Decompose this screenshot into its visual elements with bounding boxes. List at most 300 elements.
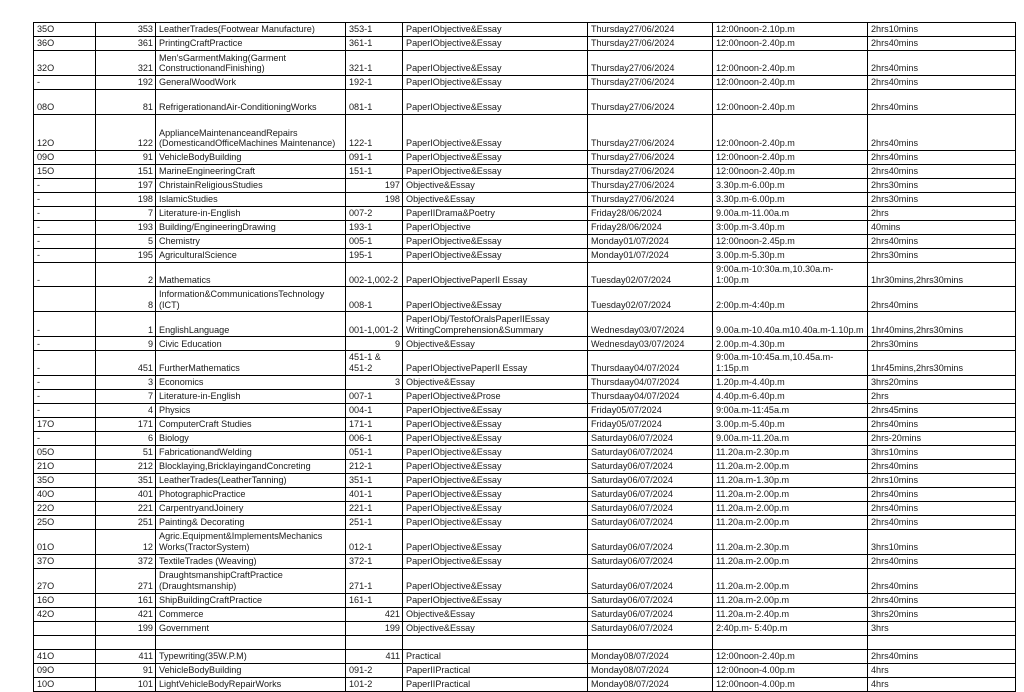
table-row[interactable] [34, 235, 1016, 249]
table-row[interactable] [34, 207, 1016, 221]
cell-date: Saturday06/07/2024 [588, 593, 713, 607]
cell-subject: Literature-in-English [156, 389, 346, 403]
cell-subject: FurtherMathematics [156, 351, 346, 375]
cell-duration: 2hrs40mins [868, 76, 1016, 90]
cell-duration: 2hrs10mins [868, 23, 1016, 37]
cell-subject-code: 321 [96, 51, 156, 76]
table-row[interactable] [34, 487, 1016, 501]
cell-duration: 2hrs40mins [868, 235, 1016, 249]
cell-paper-type: PaperIObjectivePaperII Essay [403, 263, 588, 287]
cell-paper-code: 161-1 [346, 593, 403, 607]
cell-paper-code: 199 [346, 621, 403, 635]
cell-subject-code: 91 [96, 151, 156, 165]
cell-subject: Mathematics [156, 263, 346, 287]
cell-subject-code: 195 [96, 249, 156, 263]
table-row[interactable] [34, 165, 1016, 179]
cell-subject-code: 8 [96, 287, 156, 312]
cell-centre-code [34, 621, 96, 635]
cell-paper-code: 451-1 & 451-2 [346, 351, 403, 375]
cell-time: 2:40p.m- 5:40p.m [713, 621, 868, 635]
cell-subject-code: 51 [96, 445, 156, 459]
cell-paper-type [403, 635, 588, 649]
cell-paper-type: PaperIObjective&Essay [403, 515, 588, 529]
cell-duration: 2hrs30mins [868, 179, 1016, 193]
table-row[interactable] [34, 193, 1016, 207]
cell-time: 2.00p.m-4.30p.m [713, 337, 868, 351]
cell-subject: Building/EngineeringDrawing [156, 221, 346, 235]
cell-subject-code: 221 [96, 501, 156, 515]
table-row[interactable] [34, 76, 1016, 90]
cell-duration: 2hrs40mins [868, 515, 1016, 529]
table-row[interactable] [34, 417, 1016, 431]
cell-paper-code: 192-1 [346, 76, 403, 90]
table-row[interactable] [34, 23, 1016, 37]
table-row[interactable] [34, 287, 1016, 312]
cell-paper-type: PaperIObjective&Essay [403, 165, 588, 179]
cell-paper-type: Objective&Essay [403, 621, 588, 635]
cell-time: 11.20a.m-1.30p.m [713, 473, 868, 487]
cell-duration: 2hrs40mins [868, 115, 1016, 151]
cell-paper-type: PaperIIPractical [403, 663, 588, 677]
cell-subject: LeatherTrades(Footwear Manufacture) [156, 23, 346, 37]
table-row[interactable] [34, 151, 1016, 165]
cell-date: Saturday06/07/2024 [588, 445, 713, 459]
cell-duration: 3hrs20mins [868, 607, 1016, 621]
cell-subject: GeneralWoodWork [156, 76, 346, 90]
cell-time [713, 635, 868, 649]
cell-duration: 3hrs10mins [868, 529, 1016, 554]
cell-duration: 2hrs40mins [868, 287, 1016, 312]
cell-centre-code: 37O [34, 554, 96, 568]
cell-date: Wednesday03/07/2024 [588, 312, 713, 337]
cell-date: Thursday27/06/2024 [588, 165, 713, 179]
cell-centre-code: - [34, 207, 96, 221]
cell-time: 12:00noon-2.40p.m [713, 90, 868, 115]
cell-paper-code: 101-2 [346, 677, 403, 691]
cell-date: Monday01/07/2024 [588, 235, 713, 249]
cell-paper-code: 321-1 [346, 51, 403, 76]
cell-subject: DraughtsmanshipCraftPractice (Draughtsmanship) [156, 568, 346, 593]
cell-subject: AgriculturalScience [156, 249, 346, 263]
cell-time: 3.00p.m-5.40p.m [713, 417, 868, 431]
cell-date: Monday08/07/2024 [588, 677, 713, 691]
cell-date: Monday08/07/2024 [588, 649, 713, 663]
cell-date: Thursday27/06/2024 [588, 151, 713, 165]
cell-time: 11.20a.m-2.00p.m [713, 501, 868, 515]
cell-date: Thursdaay04/07/2024 [588, 375, 713, 389]
table-row[interactable] [34, 515, 1016, 529]
table-row[interactable] [34, 663, 1016, 677]
cell-centre-code: 12O [34, 115, 96, 151]
table-row[interactable] [34, 351, 1016, 375]
cell-paper-type: PaperIObjective&Essay [403, 249, 588, 263]
cell-duration: 2hrs30mins [868, 193, 1016, 207]
cell-duration: 2hrs30mins [868, 249, 1016, 263]
cell-subject-code: 91 [96, 663, 156, 677]
table-row[interactable] [34, 375, 1016, 389]
cell-paper-code [346, 635, 403, 649]
cell-subject-code: 421 [96, 607, 156, 621]
cell-subject: ShipBuildingCraftPractice [156, 593, 346, 607]
cell-centre-code: - [34, 235, 96, 249]
table-row[interactable] [34, 529, 1016, 554]
cell-time: 3:00p.m-3.40p.m [713, 221, 868, 235]
cell-subject: PrintingCraftPractice [156, 37, 346, 51]
table-row[interactable] [34, 445, 1016, 459]
cell-time: 12:00noon-2.10p.m [713, 23, 868, 37]
cell-paper-type: PaperIObjective&Essay [403, 115, 588, 151]
cell-date: Thursday27/06/2024 [588, 179, 713, 193]
cell-duration: 2hrs40mins [868, 487, 1016, 501]
cell-date: Friday28/06/2024 [588, 207, 713, 221]
table-row[interactable] [34, 179, 1016, 193]
cell-subject: Commerce [156, 607, 346, 621]
cell-paper-code: 9 [346, 337, 403, 351]
cell-paper-type: Objective&Essay [403, 375, 588, 389]
cell-date: Saturday06/07/2024 [588, 621, 713, 635]
cell-centre-code: 08O [34, 90, 96, 115]
cell-paper-type: PaperIObjective&Essay [403, 487, 588, 501]
cell-paper-code: 361-1 [346, 37, 403, 51]
cell-subject: VehicleBodyBuilding [156, 151, 346, 165]
cell-duration: 2hrs10mins [868, 473, 1016, 487]
cell-subject: VehicleBodyBuilding [156, 663, 346, 677]
cell-duration: 2hrs40mins [868, 649, 1016, 663]
cell-paper-type: PaperIObjective&Essay [403, 151, 588, 165]
cell-paper-code: 091-2 [346, 663, 403, 677]
cell-duration: 2hrs40mins [868, 417, 1016, 431]
table-row[interactable] [34, 593, 1016, 607]
cell-centre-code: - [34, 193, 96, 207]
cell-paper-code: 151-1 [346, 165, 403, 179]
cell-centre-code [34, 635, 96, 649]
cell-paper-type: PaperIObjective&Essay [403, 593, 588, 607]
cell-paper-type: PaperIObjective&Essay [403, 473, 588, 487]
cell-paper-type: Objective&Essay [403, 607, 588, 621]
cell-duration: 2hrs40mins [868, 151, 1016, 165]
cell-date: Thursdaay04/07/2024 [588, 389, 713, 403]
cell-date: Monday08/07/2024 [588, 663, 713, 677]
cell-date: Friday28/06/2024 [588, 221, 713, 235]
cell-subject-code: 411 [96, 649, 156, 663]
cell-subject: LeatherTrades(LeatherTanning) [156, 473, 346, 487]
cell-paper-type: Objective&Essay [403, 179, 588, 193]
cell-subject: RefrigerationandAir-ConditioningWorks [156, 90, 346, 115]
cell-time: 11.20a.m-2.40p.m [713, 607, 868, 621]
cell-subject: EnglishLanguage [156, 312, 346, 337]
cell-date: Wednesday03/07/2024 [588, 337, 713, 351]
cell-subject-code: 7 [96, 207, 156, 221]
table-row[interactable] [34, 403, 1016, 417]
cell-subject: ComputerCraft Studies [156, 417, 346, 431]
cell-time: 11.20a.m-2.00p.m [713, 554, 868, 568]
cell-subject-code: 122 [96, 115, 156, 151]
cell-centre-code: 35O [34, 23, 96, 37]
table-row[interactable] [34, 263, 1016, 287]
cell-date: Thursday27/06/2024 [588, 37, 713, 51]
cell-duration: 2hrs45mins [868, 403, 1016, 417]
table-row[interactable] [34, 635, 1016, 649]
cell-time: 3.30p.m-6.00p.m [713, 193, 868, 207]
cell-time: 2:00p.m-4:40p.m [713, 287, 868, 312]
cell-paper-type: PaperIIDrama&Poetry [403, 207, 588, 221]
cell-centre-code: - [34, 179, 96, 193]
cell-paper-code: 195-1 [346, 249, 403, 263]
cell-duration: 1hr45mins,2hrs30mins [868, 351, 1016, 375]
table-row[interactable] [34, 221, 1016, 235]
cell-centre-code: - [34, 351, 96, 375]
cell-subject-code: 7 [96, 389, 156, 403]
cell-time: 11.20a.m-2.30p.m [713, 529, 868, 554]
cell-paper-code: 002-1,002-2 [346, 263, 403, 287]
cell-paper-code: 212-1 [346, 459, 403, 473]
cell-time: 12:00noon-2.40p.m [713, 165, 868, 179]
cell-time: 12:00noon-2.40p.m [713, 115, 868, 151]
table-row[interactable] [34, 389, 1016, 403]
cell-subject: Blocklaying,BricklayingandConcreting [156, 459, 346, 473]
cell-paper-code: 122-1 [346, 115, 403, 151]
table-row[interactable] [34, 649, 1016, 663]
cell-time: 11.20a.m-2.00p.m [713, 568, 868, 593]
cell-time: 12:00noon-2.40p.m [713, 37, 868, 51]
cell-centre-code: 17O [34, 417, 96, 431]
cell-subject: PhotographicPractice [156, 487, 346, 501]
cell-time: 12:00noon-2.40p.m [713, 649, 868, 663]
cell-paper-code: 193-1 [346, 221, 403, 235]
cell-duration: 2hrs40mins [868, 459, 1016, 473]
cell-paper-type: PaperIObjective&Essay [403, 90, 588, 115]
cell-date: Saturday06/07/2024 [588, 554, 713, 568]
cell-time: 9:00a.m-10:30a.m,10.30a.m-1:00p.m [713, 263, 868, 287]
cell-subject-code: 271 [96, 568, 156, 593]
cell-duration: 2hrs40mins [868, 554, 1016, 568]
cell-paper-code: 197 [346, 179, 403, 193]
table-row[interactable] [34, 554, 1016, 568]
cell-centre-code: - [34, 312, 96, 337]
cell-paper-type: PaperIObjective [403, 221, 588, 235]
cell-time: 9:00a.m-10:45a.m,10.45a.m-1:15p.m [713, 351, 868, 375]
cell-duration: 2hrs40mins [868, 568, 1016, 593]
cell-paper-type: PaperIObjective&Essay [403, 287, 588, 312]
cell-paper-type: PaperIObjective&Essay [403, 37, 588, 51]
cell-paper-type: PaperIObjective&Essay [403, 235, 588, 249]
table-row[interactable] [34, 501, 1016, 515]
cell-duration: 2hrs [868, 207, 1016, 221]
cell-subject [156, 635, 346, 649]
cell-subject-code: 1 [96, 312, 156, 337]
table-row[interactable] [34, 459, 1016, 473]
cell-paper-code: 198 [346, 193, 403, 207]
cell-centre-code: - [34, 76, 96, 90]
cell-paper-code: 051-1 [346, 445, 403, 459]
table-row[interactable] [34, 607, 1016, 621]
cell-centre-code: - [34, 375, 96, 389]
cell-subject: Chemistry [156, 235, 346, 249]
table-row[interactable] [34, 249, 1016, 263]
cell-duration: 1hr30mins,2hrs30mins [868, 263, 1016, 287]
cell-subject: FabricationandWelding [156, 445, 346, 459]
cell-paper-code: 006-1 [346, 431, 403, 445]
cell-date: Thursday27/06/2024 [588, 90, 713, 115]
table-row[interactable] [34, 115, 1016, 151]
cell-duration: 2hrs40mins [868, 90, 1016, 115]
cell-time: 1.20p.m-4.40p.m [713, 375, 868, 389]
cell-subject-code: 193 [96, 221, 156, 235]
cell-date: Thursday27/06/2024 [588, 23, 713, 37]
cell-paper-type: PaperIObjective&Essay [403, 51, 588, 76]
cell-date: Thursday27/06/2024 [588, 76, 713, 90]
cell-paper-type: PaperIObj/TestofOralsPaperIIEssay WritingComprehension&Summary [403, 312, 588, 337]
cell-centre-code: 35O [34, 473, 96, 487]
cell-date: Saturday06/07/2024 [588, 459, 713, 473]
cell-subject-code: 2 [96, 263, 156, 287]
cell-subject: Men'sGarmentMaking(Garment ConstructionandFinishing) [156, 51, 346, 76]
table-row[interactable] [34, 677, 1016, 691]
cell-subject-code: 197 [96, 179, 156, 193]
cell-paper-code: 007-2 [346, 207, 403, 221]
cell-paper-code: 353-1 [346, 23, 403, 37]
cell-subject-code: 161 [96, 593, 156, 607]
cell-centre-code [34, 287, 96, 312]
cell-subject-code: 372 [96, 554, 156, 568]
cell-centre-code: 40O [34, 487, 96, 501]
table-row[interactable] [34, 90, 1016, 115]
cell-subject-code: 401 [96, 487, 156, 501]
cell-centre-code: 42O [34, 607, 96, 621]
cell-time: 12:00noon-2.45p.m [713, 235, 868, 249]
cell-date: Thursday27/06/2024 [588, 193, 713, 207]
cell-centre-code: - [34, 389, 96, 403]
cell-subject-code: 4 [96, 403, 156, 417]
cell-centre-code: - [34, 249, 96, 263]
cell-centre-code: 25O [34, 515, 96, 529]
cell-paper-type: PaperIIPractical [403, 677, 588, 691]
cell-paper-type: PaperIObjective&Essay [403, 501, 588, 515]
table-row[interactable] [34, 621, 1016, 635]
table-row[interactable] [34, 37, 1016, 51]
cell-centre-code: 41O [34, 649, 96, 663]
table-row[interactable] [34, 312, 1016, 337]
cell-duration: 3hrs10mins [868, 445, 1016, 459]
table-row[interactable] [34, 337, 1016, 351]
cell-subject-code: 12 [96, 529, 156, 554]
cell-paper-code: 091-1 [346, 151, 403, 165]
cell-paper-type: PaperIObjective&Essay [403, 554, 588, 568]
cell-time: 11.20a.m-2.00p.m [713, 515, 868, 529]
table-row[interactable] [34, 431, 1016, 445]
cell-duration: 2hrs-20mins [868, 431, 1016, 445]
cell-subject-code: 351 [96, 473, 156, 487]
cell-date: Thursdaay04/07/2024 [588, 351, 713, 375]
cell-subject: MarineEngineeringCraft [156, 165, 346, 179]
cell-duration: 3hrs20mins [868, 375, 1016, 389]
cell-centre-code: 15O [34, 165, 96, 179]
timetable-body [34, 23, 1016, 692]
cell-date: Tuesday02/07/2024 [588, 263, 713, 287]
cell-paper-type: PaperIObjective&Essay [403, 445, 588, 459]
cell-duration: 4hrs [868, 663, 1016, 677]
cell-time: 12:00noon-2.40p.m [713, 151, 868, 165]
cell-subject-code: 171 [96, 417, 156, 431]
cell-date: Saturday06/07/2024 [588, 568, 713, 593]
cell-subject-code: 198 [96, 193, 156, 207]
cell-subject-code: 101 [96, 677, 156, 691]
cell-subject: Agric.Equipment&ImplementsMechanics Works(TractorSystem) [156, 529, 346, 554]
cell-date: Saturday06/07/2024 [588, 515, 713, 529]
cell-paper-type: PaperIObjective&Essay [403, 76, 588, 90]
cell-duration: 2hrs40mins [868, 165, 1016, 179]
cell-centre-code: 36O [34, 37, 96, 51]
cell-date: Friday05/07/2024 [588, 403, 713, 417]
cell-subject-code: 361 [96, 37, 156, 51]
table-row[interactable] [34, 568, 1016, 593]
cell-paper-code: 005-1 [346, 235, 403, 249]
cell-subject-code: 5 [96, 235, 156, 249]
cell-paper-code: 001-1,001-2 [346, 312, 403, 337]
cell-date: Monday01/07/2024 [588, 249, 713, 263]
cell-centre-code: 22O [34, 501, 96, 515]
cell-paper-code: 008-1 [346, 287, 403, 312]
cell-subject: Civic Education [156, 337, 346, 351]
cell-centre-code: - [34, 337, 96, 351]
cell-centre-code: - [34, 431, 96, 445]
table-row[interactable] [34, 473, 1016, 487]
cell-centre-code: 27O [34, 568, 96, 593]
cell-time: 9.00a.m-11.20a.m [713, 431, 868, 445]
table-row[interactable] [34, 51, 1016, 76]
cell-paper-code: 372-1 [346, 554, 403, 568]
cell-time: 11.20a.m-2.00p.m [713, 459, 868, 473]
cell-subject-code: 199 [96, 621, 156, 635]
cell-paper-type: PaperIObjective&Essay [403, 417, 588, 431]
cell-time: 12:00noon-4.00p.m [713, 663, 868, 677]
cell-duration: 2hrs30mins [868, 337, 1016, 351]
cell-duration: 2hrs [868, 389, 1016, 403]
cell-centre-code: 09O [34, 151, 96, 165]
cell-subject: Painting& Decorating [156, 515, 346, 529]
cell-paper-type: Objective&Essay [403, 193, 588, 207]
cell-subject-code: 451 [96, 351, 156, 375]
cell-paper-type: PaperIObjective&Essay [403, 23, 588, 37]
cell-subject-code [96, 635, 156, 649]
cell-paper-code: 251-1 [346, 515, 403, 529]
cell-duration: 40mins [868, 221, 1016, 235]
cell-subject-code: 192 [96, 76, 156, 90]
cell-time: 11.20a.m-2.30p.m [713, 445, 868, 459]
cell-time: 12:00noon-4.00p.m [713, 677, 868, 691]
cell-subject: TextileTrades (Weaving) [156, 554, 346, 568]
cell-subject: ChristainReligiousStudies [156, 179, 346, 193]
cell-paper-code: 411 [346, 649, 403, 663]
cell-centre-code: 09O [34, 663, 96, 677]
cell-paper-type: PaperIObjective&Essay [403, 431, 588, 445]
cell-date: Saturday06/07/2024 [588, 487, 713, 501]
cell-paper-type: PaperIObjective&Prose [403, 389, 588, 403]
cell-time: 3.30p.m-6.00p.m [713, 179, 868, 193]
cell-paper-code: 007-1 [346, 389, 403, 403]
examination-timetable [33, 22, 1016, 692]
cell-time: 9.00a.m-10.40a.m10.40a.m-1.10p.m [713, 312, 868, 337]
cell-paper-type: PaperIObjective&Essay [403, 568, 588, 593]
cell-paper-type: PaperIObjective&Essay [403, 529, 588, 554]
cell-duration: 4hrs [868, 677, 1016, 691]
cell-date: Saturday06/07/2024 [588, 431, 713, 445]
cell-centre-code: 32O [34, 51, 96, 76]
cell-centre-code: 16O [34, 593, 96, 607]
cell-paper-code: 221-1 [346, 501, 403, 515]
cell-paper-type: Objective&Essay [403, 337, 588, 351]
cell-subject: Information&CommunicationsTechnology (ICT) [156, 287, 346, 312]
